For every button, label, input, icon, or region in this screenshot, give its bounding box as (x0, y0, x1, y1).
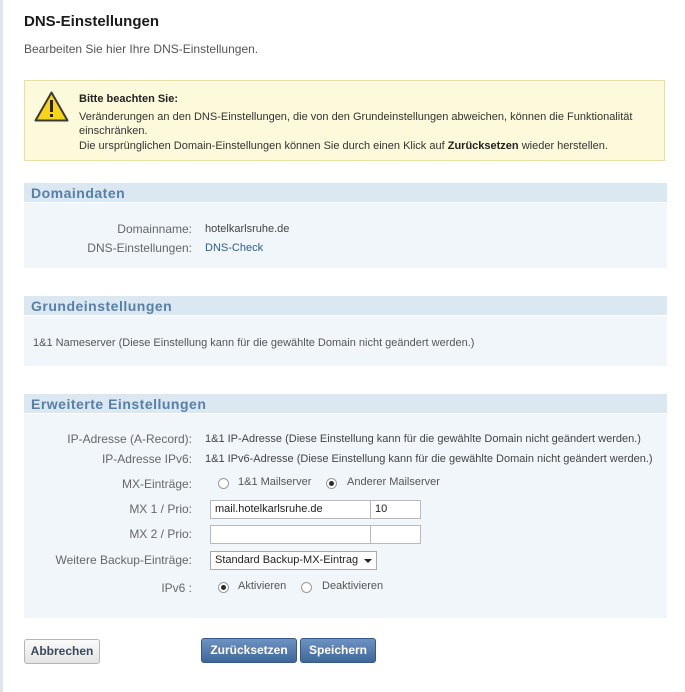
ipv6-label: IPv6 : (161, 581, 192, 595)
mx1-host-input[interactable]: mail.hotelkarlsruhe.de (210, 500, 371, 519)
cancel-button[interactable]: Abbrechen (24, 639, 100, 664)
save-button[interactable]: Speichern (300, 638, 376, 663)
warning-triangle-icon (34, 91, 69, 122)
ipv6-deactivate-radio[interactable] (301, 582, 312, 593)
grundeinstellungen-heading: Grundeinstellungen (24, 296, 667, 316)
backup-entries-select[interactable] (210, 551, 377, 570)
page-title: DNS-Einstellungen (24, 13, 160, 30)
mx-entries-label: MX-Einträge: (121, 477, 192, 491)
erweiterte-einstellungen-heading: Erweiterte Einstellungen (24, 394, 667, 414)
ipv6-activate-radio[interactable] (218, 582, 229, 593)
domaindaten-heading: Domaindaten (24, 183, 667, 203)
left-border (0, 0, 3, 692)
mx-other-label[interactable]: Anderer Mailserver (347, 476, 440, 488)
mx1-label: MX 1 / Prio: (129, 502, 192, 516)
notice-text-2: Die ursprünglichen Domain-Einstellungen können Sie durch einen Klick auf Zurücksetzen wieder herstellen. (79, 140, 608, 152)
domainname-label: Domainname: (117, 222, 192, 236)
notice-reset-emphasis: Zurücksetzen (447, 140, 519, 152)
backup-entries-value: Standard Backup-MX-Eintrag (215, 554, 359, 566)
reset-button[interactable]: Zurücksetzen (201, 638, 297, 663)
mx1-prio-input[interactable]: 10 (370, 500, 421, 519)
chevron-down-icon (364, 559, 372, 563)
notice-text-1: Veränderungen an den DNS-Einstellungen, die von den Grundeinstellungen abweichen, können die Funktionalität einschränken. (79, 111, 633, 137)
a-record-label: IP-Adresse (A-Record): (67, 432, 192, 446)
notice-title: Bitte beachten Sie: (79, 93, 179, 105)
ipv6-deactivate-label[interactable]: Deaktivieren (322, 580, 384, 592)
nameserver-info: 1&1 Nameserver (Diese Einstellung kann für die gewählte Domain nicht geändert werden.) (33, 337, 475, 349)
dns-check-link[interactable]: DNS-Check (205, 242, 264, 254)
ipv6-address-value: 1&1 IPv6-Adresse (Diese Einstellung kann für die gewählte Domain nicht geändert werden.) (205, 453, 653, 465)
mx2-host-input[interactable] (210, 525, 371, 544)
backup-entries-label: Weitere Backup-Einträge: (55, 553, 192, 567)
mx-1und1-radio[interactable] (218, 478, 229, 489)
mx2-prio-input[interactable] (370, 525, 421, 544)
dns-settings-label: DNS-Einstellungen: (87, 241, 192, 255)
mx-other-radio[interactable] (326, 478, 337, 489)
mx-1und1-label[interactable]: 1&1 Mailserver (238, 476, 312, 488)
grundeinstellungen-panel (24, 296, 667, 366)
ipv6-address-label: IP-Adresse IPv6: (101, 452, 192, 466)
domainname-value: hotelkarlsruhe.de (205, 223, 290, 235)
mx2-label: MX 2 / Prio: (129, 527, 192, 541)
notice-box (24, 80, 665, 161)
a-record-value: 1&1 IP-Adresse (Diese Einstellung kann für die gewählte Domain nicht geändert werden.) (205, 433, 641, 445)
page-subtitle: Bearbeiten Sie hier Ihre DNS-Einstellungen. (24, 42, 259, 56)
ipv6-activate-label[interactable]: Aktivieren (238, 580, 287, 592)
